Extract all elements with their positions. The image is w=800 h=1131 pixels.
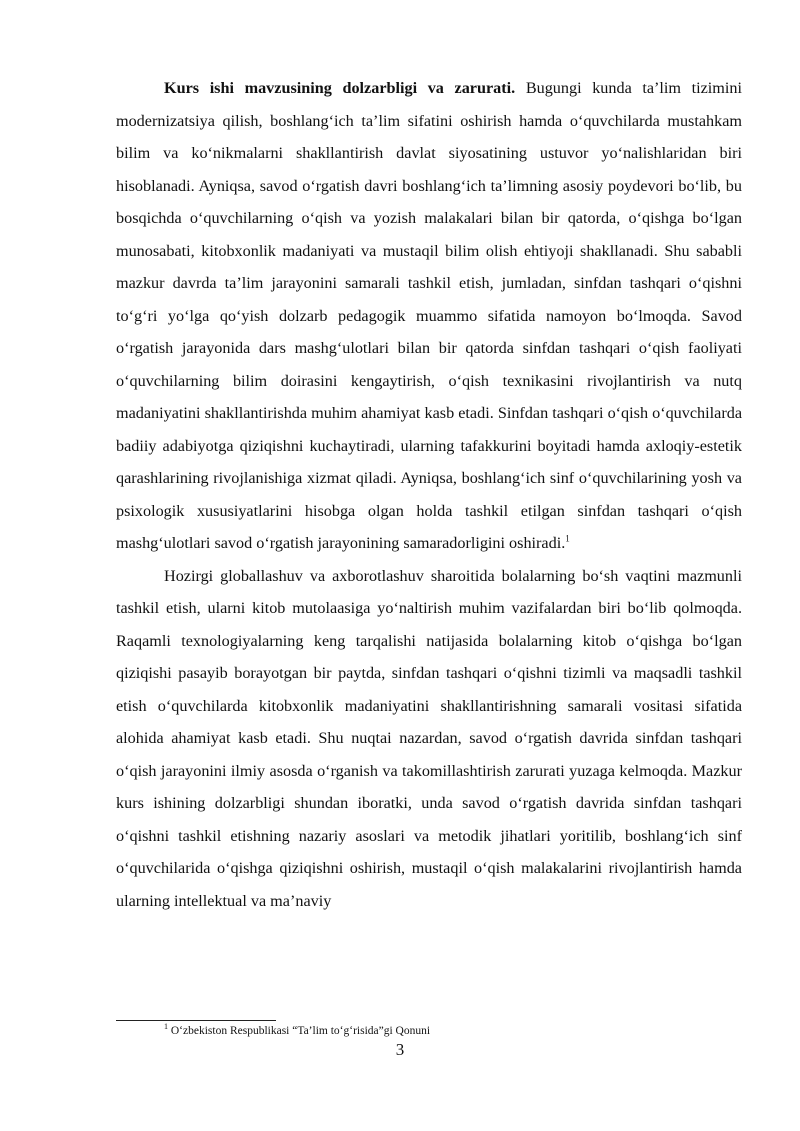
footnote-number: 1 <box>164 1022 168 1032</box>
paragraph-text: Hozirgi globallashuv va axborotlashuv sharoitida bolalarning bo‘sh vaqtini mazmunli tashkil etish, ularni kitob mutolaasiga yo‘naltirish muhim vazifalardan biri bo‘lib qolmoqda. Raqamli texnologiyalarning keng tarqalishi natijasida bolalarning kitob o‘qishga bo‘lgan qiziqishi pasayib borayotgan bir paytda, sinfdan tashqari o‘qishni tizimli va maqsadli tashkil etish o‘quvchilarda kitobxonlik madaniyatini shakllantirishning samarali vositasi sifatida alohida ahamiyat kasb etadi. Shu nuqtai nazardan, savod o‘rgatish davrida sinfdan tashqari o‘qish jarayonini ilmiy asosda o‘rganish va takomillashtirish zarurati yuzaga kelmoqda. Mazkur kurs ishining dolzarbligi shundan iboratki, unda savod o‘rgatish davrida sinfdan tashqari o‘qishni tashkil etishning nazariy asoslari va metodik jihatlari yoritilib, boshlang‘ich sinf o‘quvchilarida o‘qishga qiziqishni oshirish, mustaqil o‘qish malakalarini rivojlantirish hamda ularning intellektual va ma’naviy <box>116 566 742 910</box>
footnote <box>164 1023 430 1039</box>
footnote-reference[interactable]: 1 <box>565 533 570 544</box>
paragraph-relevance <box>116 72 742 560</box>
paragraph-lead-heading: Kurs ishi mavzusining dolzarbligi va zarurati. <box>164 79 516 97</box>
document-body <box>116 72 742 917</box>
paragraph-context <box>116 560 742 918</box>
paragraph-text: Bugungi kunda ta’lim tizimini modernizatsiya qilish, boshlang‘ich ta’lim sifatini oshirish hamda o‘quvchilarda mustahkam bilim va ko‘nikmalarni shakllantirish davlat siyosatining ustuvor yo‘nalishlaridan biri hisoblanadi. Ayniqsa, savod o‘rgatish davri boshlang‘ich ta’limning asosiy poydevori bo‘lib, bu bosqichda o‘quvchilarning o‘qish va yozish malakalari bilan bir qatorda, o‘qishga bo‘lgan munosabati, kitobxonlik madaniyati va mustaqil bilim olish ehtiyoji shakllanadi. Shu sababli mazkur davrda ta’lim jarayonini samarali tashkil etish, jumladan, sinfdan tashqari o‘qishni to‘g‘ri yo‘lga qo‘yish dolzarb pedagogik muammo sifatida namoyon bo‘lmoqda. Savod o‘rgatish jarayonida dars mashg‘ulotlari bilan bir qatorda sinfdan tashqari o‘qish faoliyati o‘quvchilarning bilim doirasini kengaytirish, o‘qish texnikasini rivojlantirish va nutq madaniyatini shakllantirishda muhim ahamiyat kasb etadi. Sinfdan tashqari o‘qish o‘quvchilarda badiiy adabiyotga qiziqishni kuchaytiradi, ularning tafakkurini boyitadi hamda axloqiy-estetik qarashlarining rivojlanishiga xizmat qiladi. Ayniqsa, boshlang‘ich sinf o‘quvchilarining yosh va psixologik xususiyatlarini hisobga olgan holda tashkil etilgan sinfdan tashqari o‘qish mashg‘ulotlari savod o‘rgatish jarayonining samaradorligini oshiradi. <box>116 79 742 552</box>
footnote-divider <box>116 1020 276 1021</box>
footnote-text: O‘zbekiston Respublikasi “Ta’lim to‘g‘risida”gi Qonuni <box>168 1025 431 1037</box>
page-number: 3 <box>395 1040 405 1059</box>
